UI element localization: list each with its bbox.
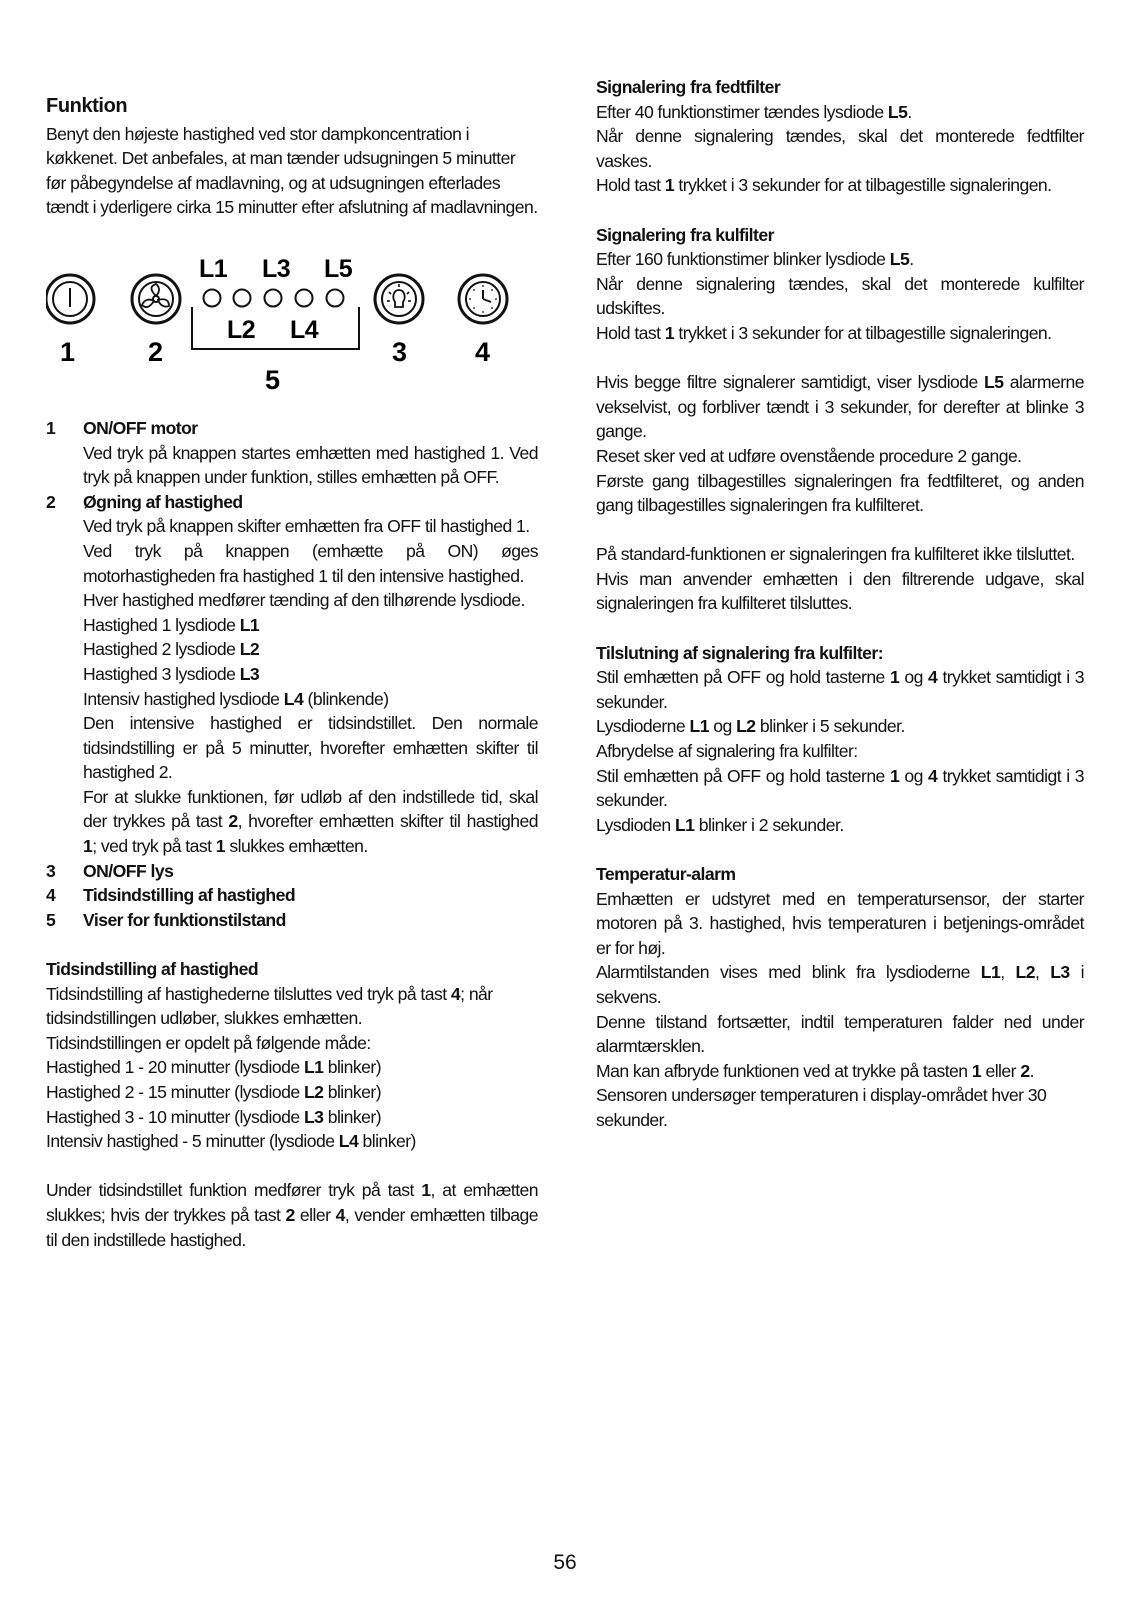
carbon-heading: Signalering fra kulfilter <box>596 224 774 245</box>
connect-p3: Afbrydelse af signalering fra kulfilter: <box>596 741 858 762</box>
both-p2: Reset sker ved at udføre ovenstående procedure 2 gange. <box>596 445 1022 466</box>
list-item-3 <box>46 859 538 884</box>
speed-line-3: Hastighed 3 lysdiode L3 <box>83 663 260 684</box>
led-label-l5: L5 <box>324 254 353 283</box>
timer-p2: Tidsindstillingen er opdelt på følgende måde: <box>46 1032 371 1053</box>
item-number: 4 <box>46 885 56 906</box>
item-2-p2: Ved tryk på knappen (emhætte på ON) øges motorhastigheden fra hastighed 1 til den intensive hastighed. <box>83 540 538 586</box>
item-2-p1: Ved tryk på knappen skifter emhætten fra OFF til hastighed 1. <box>83 516 530 537</box>
item-2-p3: Hver hastighed medfører tænding af den tilhørende lysdiode. <box>83 590 525 611</box>
standard-p1: På standard-funktionen er signaleringen fra kulfilteret ikke tilsluttet. <box>596 544 1075 565</box>
item-title: Tidsindstilling af hastighed <box>83 885 296 906</box>
intro-paragraph: Benyt den højeste hastighed ved stor dampkoncentration i køkkenet. Det anbefales, at man tænder udsugningen 5 minutter før påbegyndelse af madlavning, og at udsugningen efterlades tændt i yderligere cirka 15 minutter efter afslutning af madlavningen. <box>46 123 538 218</box>
both-p3: Første gang tilbagestilles signaleringen fra fedtfilteret, og anden gang tilbagestilles signaleringen fra kulfilteret. <box>596 470 1084 516</box>
item-2-p4: Den intensive hastighed er tidsindstillet. Den normale tidsindstilling er på 5 minutter, hvorefter emhætten skifter til hastighed 2. <box>83 713 538 783</box>
button-number-2: 2 <box>148 336 163 367</box>
timer-row-1: Hastighed 1 - 20 minutter (lysdiode L1 blinker) <box>46 1057 381 1078</box>
led-label-l1: L1 <box>199 254 228 283</box>
connect-p5: Lysdioden L1 blinker i 2 sekunder. <box>596 814 844 835</box>
connect-p4: Stil emhætten på OFF og hold tasterne 1 og 4 trykket samtidigt i 3 sekunder. <box>596 765 1084 811</box>
temp-p3: Denne tilstand fortsætter, indtil temperaturen falder ned under alarmtærsklen. <box>596 1011 1084 1057</box>
timer-last-paragraph: Under tidsindstillet funktion medfører tryk på tast 1, at emhætten slukkes; hvis der trykkes på tast 2 eller 4, vender emhætten tilbage til den indstillede hastighed. <box>46 1180 539 1250</box>
button-number-1: 1 <box>60 336 75 367</box>
temp-p5: Sensoren undersøger temperaturen i display-området hver 30 sekunder. <box>596 1085 1047 1130</box>
grease-p1: Efter 40 funktionstimer tændes lysdiode L5. <box>596 101 912 122</box>
fan-icon <box>132 275 180 323</box>
right-column <box>596 75 1084 1133</box>
carbon-p2: Når denne signalering tændes, skal det monterede kulfilter udskiftes. <box>596 273 1084 319</box>
connect-p2: Lysdioderne L1 og L2 blinker i 5 sekunder. <box>596 716 905 737</box>
item-number: 3 <box>46 860 56 881</box>
led-label-l4: L4 <box>290 315 319 344</box>
speed-line-4: Intensiv hastighed lysdiode L4 (blinkende) <box>83 688 389 709</box>
temp-p2: Alarmtilstanden vises med blink fra lysdioderne L1, L2, L3 i sekvens. <box>596 962 1084 1007</box>
temp-p1: Emhætten er udstyret med en temperatursensor, der starter motoren på 3. hastighed, hvis temperaturen i betjenings-området er for høj. <box>596 888 1084 958</box>
carbon-p1: Efter 160 funktionstimer blinker lysdiode L5. <box>596 249 914 270</box>
timer-row-2: Hastighed 2 - 15 minutter (lysdiode L2 blinker) <box>46 1082 381 1102</box>
list-item-2 <box>46 490 538 515</box>
display-bracket <box>192 307 359 349</box>
timer-p1: Tidsindstilling af hastighederne tilsluttes ved tryk på tast 4; når tidsindstillingen udløber, slukkes emhætten. <box>46 983 493 1029</box>
timer-row-4: Intensiv hastighed - 5 minutter (lysdiode L4 blinker) <box>46 1131 416 1152</box>
led-label-l3: L3 <box>262 254 291 283</box>
item-title: ON/OFF lys <box>83 860 174 881</box>
speed-line-2: Hastighed 2 lysdiode L2 <box>83 639 260 660</box>
temp-heading: Temperatur-alarm <box>596 864 736 884</box>
item-number: 2 <box>46 491 56 512</box>
led-indicators <box>204 289 344 306</box>
timer-row-3: Hastighed 3 - 10 minutter (lysdiode L3 blinker) <box>46 1106 381 1127</box>
grease-p3: Hold tast 1 trykket i 3 sekunder for at tilbagestille signaleringen. <box>596 175 1052 196</box>
item-title: Øgning af hastighed <box>83 491 243 512</box>
connect-p1: Stil emhætten på OFF og hold tasterne 1 og 4 trykket samtidigt i 3 sekunder. <box>596 667 1084 712</box>
list-item-4 <box>46 883 538 908</box>
button-number-3: 3 <box>392 336 407 367</box>
control-panel-diagram <box>46 220 538 416</box>
item-1-text: Ved tryk på knappen startes emhætten med hastighed 1. Ved tryk på knappen under funktion, stilles emhætten på OFF. <box>83 442 538 488</box>
carbon-p3: Hold tast 1 trykket i 3 sekunder for at tilbagestille signaleringen. <box>596 322 1052 343</box>
page-number: 56 <box>553 1551 577 1574</box>
power-icon <box>46 275 94 323</box>
item-title: Viser for funktionstilstand <box>83 909 286 930</box>
standard-p2: Hvis man anvender emhætten i den filtrerende udgave, skal signaleringen fra kulfilteret tilsluttes. <box>596 568 1084 614</box>
item-2-p5: For at slukke funktionen, før udløb af den indstillede tid, skal der trykkes på tast 2, hvorefter emhætten skifter til hastighed 1; ved tryk på tast 1 slukkes emhætten. <box>83 786 538 857</box>
item-title: ON/OFF motor <box>83 417 198 438</box>
clock-icon <box>459 275 507 323</box>
section-title-funktion: Funktion <box>46 95 128 117</box>
timer-heading: Tidsindstilling af hastighed <box>46 959 259 980</box>
grease-heading: Signalering fra fedtfilter <box>596 77 781 97</box>
display-number-5: 5 <box>265 364 280 395</box>
light-bulb-icon <box>375 275 423 323</box>
item-number: 1 <box>46 417 56 438</box>
both-p1: Hvis begge filtre signalerer samtidigt, viser lysdiode L5 alarmerne vekselvist, og forbliver tændt i 3 sekunder, for derefter at blinke 3 gange. <box>596 372 1084 442</box>
item-number: 5 <box>46 909 56 930</box>
speed-line-1: Hastighed 1 lysdiode L1 <box>83 614 260 635</box>
button-number-4: 4 <box>475 336 490 367</box>
list-item-5 <box>46 908 538 933</box>
connect-heading: Tilslutning af signalering fra kulfilter: <box>596 642 884 663</box>
temp-p4: Man kan afbryde funktionen ved at trykke på tasten 1 eller 2. <box>596 1060 1034 1081</box>
led-label-l2: L2 <box>227 315 256 344</box>
grease-p2: Når denne signalering tændes, skal det monterede fedtfilter vaskes. <box>596 126 1084 171</box>
list-item-1 <box>46 416 538 441</box>
left-column <box>46 74 538 1252</box>
